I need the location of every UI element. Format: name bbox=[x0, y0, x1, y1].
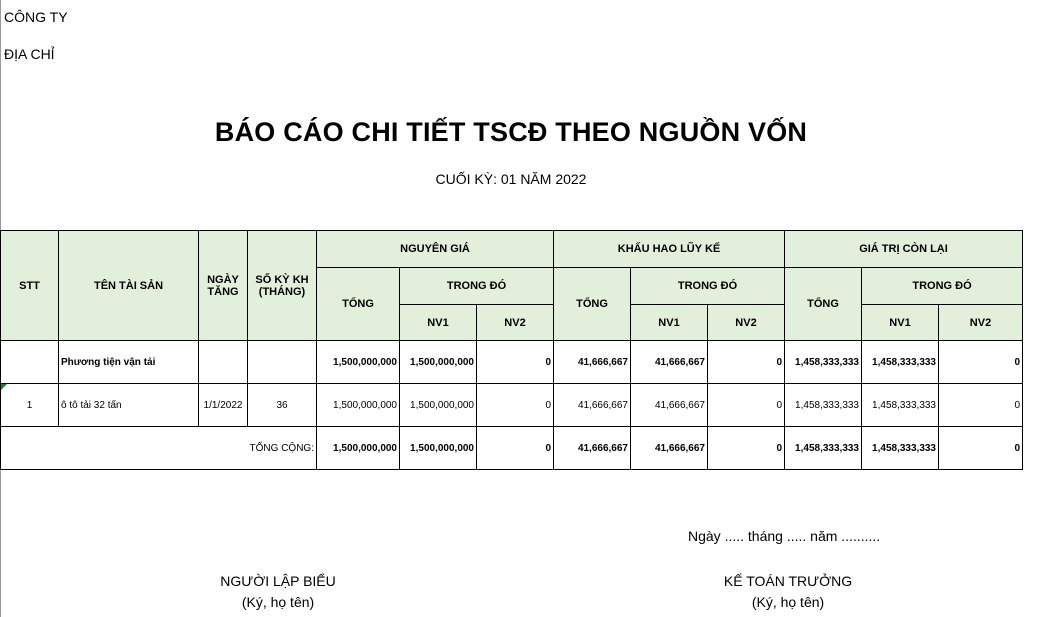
asset-report-table bbox=[0, 230, 1023, 470]
signature-date-line: Ngày ..... tháng ..... năm .......... bbox=[688, 528, 881, 544]
cell-group-stt[interactable] bbox=[1, 341, 59, 384]
cell-group-depr-nv2[interactable]: 0 bbox=[708, 341, 785, 384]
header-rem-of-which[interactable]: TRONG ĐÓ bbox=[862, 268, 1023, 305]
cell-item-rem-nv1[interactable]: 1,458,333,333 bbox=[862, 384, 939, 427]
report-period: CUỐI KỲ: 01 NĂM 2022 bbox=[435, 171, 587, 187]
group-row bbox=[1, 341, 1023, 384]
cell-group-rem-total[interactable]: 1,458,333,333 bbox=[785, 341, 862, 384]
cell-group-depr-nv1[interactable]: 41,666,667 bbox=[631, 341, 708, 384]
cell-total-depr-nv2[interactable]: 0 bbox=[708, 427, 785, 470]
cell-note-marker-icon bbox=[1, 384, 7, 390]
header-depr-nv1[interactable]: NV1 bbox=[631, 305, 708, 341]
cell-item-date[interactable]: 1/1/2022 bbox=[199, 384, 248, 427]
cell-item-depr-nv2[interactable]: 0 bbox=[708, 384, 785, 427]
cell-item-depr-nv1[interactable]: 41,666,667 bbox=[631, 384, 708, 427]
cell-group-date[interactable] bbox=[199, 341, 248, 384]
cell-group-cost-nv1[interactable]: 1,500,000,000 bbox=[400, 341, 477, 384]
company-label: CÔNG TY bbox=[4, 9, 68, 25]
report-title: BÁO CÁO CHI TIẾT TSCĐ THEO NGUỒN VỐN bbox=[214, 117, 808, 147]
header-remaining-value[interactable]: GIÁ TRỊ CÒN LẠI bbox=[785, 231, 1023, 268]
cell-group-depr-total[interactable]: 41,666,667 bbox=[554, 341, 631, 384]
cell-group-periods[interactable] bbox=[248, 341, 317, 384]
header-asset-name[interactable]: TÊN TÀI SẢN bbox=[59, 231, 199, 341]
cell-total-cost-total[interactable]: 1,500,000,000 bbox=[317, 427, 400, 470]
header-rem-total[interactable]: TỔNG bbox=[785, 268, 862, 341]
preparer-signature-note: (Ký, họ tên) bbox=[241, 594, 315, 610]
cell-total-rem-total[interactable]: 1,458,333,333 bbox=[785, 427, 862, 470]
header-rem-nv1[interactable]: NV1 bbox=[862, 305, 939, 341]
header-date-added[interactable]: NGÀY TĂNG bbox=[199, 231, 248, 341]
cell-group-rem-nv1[interactable]: 1,458,333,333 bbox=[862, 341, 939, 384]
header-cost-total[interactable]: TỔNG bbox=[317, 268, 400, 341]
header-rem-nv2[interactable]: NV2 bbox=[939, 305, 1023, 341]
cell-group-rem-nv2[interactable]: 0 bbox=[939, 341, 1023, 384]
header-periods[interactable]: SỐ KỲ KH (THÁNG) bbox=[248, 231, 317, 341]
preparer-title: NGƯỜI LẬP BIỂU bbox=[220, 573, 336, 589]
cell-item-cost-nv1[interactable]: 1,500,000,000 bbox=[400, 384, 477, 427]
cell-total-rem-nv1[interactable]: 1,458,333,333 bbox=[862, 427, 939, 470]
total-row bbox=[1, 427, 1023, 470]
cell-total-cost-nv2[interactable]: 0 bbox=[477, 427, 554, 470]
cell-item-stt[interactable] bbox=[1, 384, 59, 427]
cell-group-cost-total[interactable]: 1,500,000,000 bbox=[317, 341, 400, 384]
cell-item-rem-total[interactable]: 1,458,333,333 bbox=[785, 384, 862, 427]
cell-item-periods[interactable]: 36 bbox=[248, 384, 317, 427]
cell-item-stt-value: 1 bbox=[26, 399, 33, 411]
header-cost-nv2[interactable]: NV2 bbox=[477, 305, 554, 341]
cell-total-depr-nv1[interactable]: 41,666,667 bbox=[631, 427, 708, 470]
chief-accountant-title: KẾ TOÁN TRƯỞNG bbox=[723, 573, 853, 589]
header-cost-nv1[interactable]: NV1 bbox=[400, 305, 477, 341]
header-original-cost[interactable]: NGUYÊN GIÁ bbox=[317, 231, 554, 268]
header-cost-of-which[interactable]: TRONG ĐÓ bbox=[400, 268, 554, 305]
cell-item-cost-total[interactable]: 1,500,000,000 bbox=[317, 384, 400, 427]
header-depr-nv2[interactable]: NV2 bbox=[708, 305, 785, 341]
cell-item-depr-total[interactable]: 41,666,667 bbox=[554, 384, 631, 427]
header-stt[interactable]: STT bbox=[1, 231, 59, 341]
cell-total-cost-nv1[interactable]: 1,500,000,000 bbox=[400, 427, 477, 470]
asset-row bbox=[1, 384, 1023, 427]
cell-total-depr-total[interactable]: 41,666,667 bbox=[554, 427, 631, 470]
cell-group-name[interactable]: Phương tiện vận tải bbox=[59, 341, 199, 384]
chief-accountant-signature-note: (Ký, họ tên) bbox=[751, 594, 825, 610]
cell-item-name[interactable]: ô tô tải 32 tấn bbox=[59, 384, 199, 427]
cell-total-rem-nv2[interactable]: 0 bbox=[939, 427, 1023, 470]
cell-item-rem-nv2[interactable]: 0 bbox=[939, 384, 1023, 427]
cell-group-cost-nv2[interactable]: 0 bbox=[477, 341, 554, 384]
address-label: ĐỊA CHỈ bbox=[4, 46, 55, 62]
header-accumulated-depreciation[interactable]: KHẤU HAO LŨY KẾ bbox=[554, 231, 785, 268]
header-depr-of-which[interactable]: TRONG ĐÓ bbox=[631, 268, 785, 305]
cell-item-cost-nv2[interactable]: 0 bbox=[477, 384, 554, 427]
header-depr-total[interactable]: TỔNG bbox=[554, 268, 631, 341]
cell-total-label[interactable]: TỔNG CỘNG: bbox=[1, 427, 317, 470]
